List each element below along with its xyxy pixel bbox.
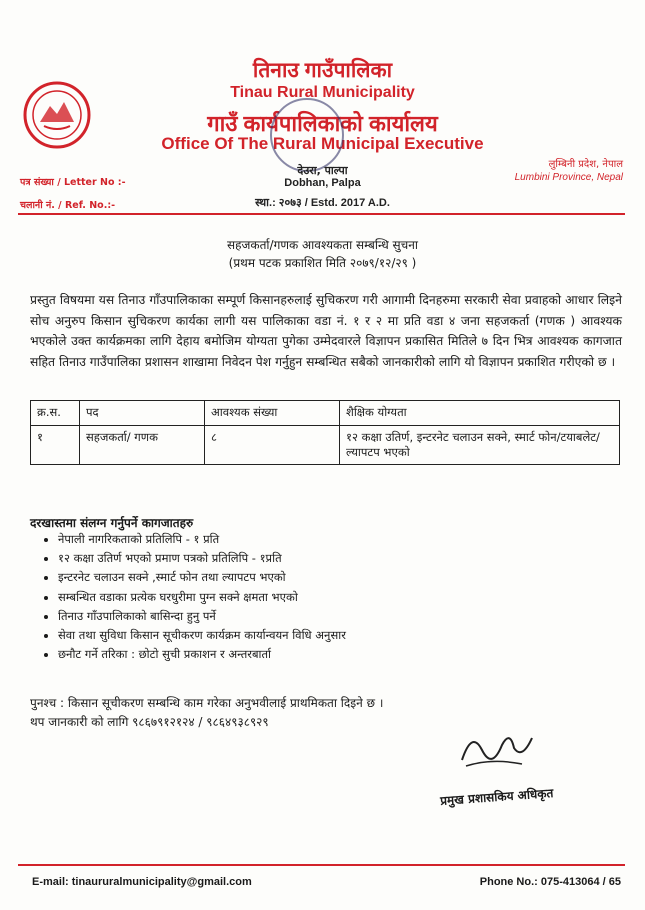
municipality-name-en: Tinau Rural Municipality (230, 84, 415, 101)
table-cell: सहजकर्ता/ गणक (80, 426, 205, 465)
province-np: लुम्बिनी प्रदेश, नेपाल (548, 159, 623, 170)
documents-list (42, 530, 346, 664)
table-header: पद (80, 401, 205, 426)
reference-number-label: चलानी नं. / Ref. No.:- (20, 200, 116, 211)
list-item: • १२ कक्षा उतिर्ण भएको प्रमाण पत्रको प्रतिलिपि - १प्रति (58, 549, 346, 568)
notice-subtitle: (प्रथम पटक प्रकाशित मिति २०७९/१२/२९ ) (228, 256, 417, 270)
office-stamp (270, 98, 344, 172)
office-name-np: गाउँ कार्यपालिकाको कार्यालय (207, 111, 438, 136)
table-cell: ८ (205, 426, 340, 465)
list-item: • इन्टरनेट चलाउन सक्ने ,स्मार्ट फोन तथा ल्यापटप भएको (58, 568, 346, 587)
documents-heading: दरखास्तमा संलग्न गर्नुपर्ने कागजातहरु (30, 516, 194, 530)
notice-body: प्रस्तुत विषयमा यस तिनाउ गाँउपालिकाका सम्पूर्ण किसानहरुलाई सुचिकरण गरी आगामी दिनहरुमा सरकारी सेवा प्रवाहको आधार लिइने सोच अनुरुप किसान सुचिकरण कार्यका लागी यस पालिकाका वडा नं. १ र २ मा प्रति वडा ४ जना सहजकर्ता (गणक ) आवश्यक भएकोले उक्त कार्यक्रमका लागि देहाय बमोजिम योग्यता पुगेका उम्मेदवारले विज्ञापन प्रकासित मितिले ७ दिन भित्र आवश्यक कागजात सहित तिनाउ गाउँपालिका प्रशासन शाखामा निवेदन पेश गर्नुहुन सम्बन्धित सबैको जानकारीको लागि यो विज्ञापन प्रकाशित गरीएको छ । (30, 293, 622, 369)
address-np: देउरा, पाल्पा (297, 164, 348, 177)
table-header: क्र.स. (31, 401, 80, 426)
list-item: • नेपाली नागरिकताको प्रतिलिपि - १ प्रति (58, 530, 346, 549)
footer-divider (18, 864, 625, 866)
province-en: Lumbini Province, Nepal (514, 172, 623, 183)
postscript: पुनश्च : किसान सूचीकरण सम्बन्धि काम गरेका अनुभवीलाई प्राथमिकता दिइने छ । (30, 696, 384, 710)
list-item: • सम्बन्धित वडाका प्रत्येक घरधुरीमा पुग्न सक्ने क्षमता भएको (58, 588, 346, 607)
table-row (31, 426, 620, 465)
table-header-row (31, 401, 620, 426)
letter-number-label: पत्र संख्या / Letter No :- (20, 177, 126, 188)
contact-line: थप जानकारी को लागि ९८६७९१२१२४ / ९८६४९३८९२९ (30, 715, 269, 729)
office-name-en: Office Of The Rural Municipal Executive (161, 134, 484, 153)
list-item: • तिनाउ गाँउपालिकाको बासिन्दा हुनु पर्ने (58, 607, 346, 626)
table-cell: १ (31, 426, 80, 465)
table-header: शैक्षिक योग्यता (340, 401, 620, 426)
address-en: Dobhan, Palpa (284, 177, 361, 189)
list-item: • छनौट गर्ने तरिका : छोटो सुची प्रकाशन र अन्तरबार्ता (58, 645, 346, 664)
list-item: • सेवा तथा सुविधा किसान सूचीकरण कार्यक्रम कार्यान्वयन विधि अनुसार (58, 626, 346, 645)
signature (452, 720, 542, 780)
established-date: स्था.: २०७३ / Estd. 2017 A.D. (255, 197, 390, 209)
requirements-table (30, 400, 620, 465)
footer-phone: Phone No.: 075-413064 / 65 (479, 876, 621, 888)
header-divider (18, 213, 625, 215)
signatory-title: प्रमुख प्रशासकिय अधिकृत (439, 786, 554, 808)
footer-email: E-mail: tinaururalmunicipality@gmail.com (32, 876, 252, 888)
table-cell: १२ कक्षा उतिर्ण, इन्टरनेट चलाउन सक्ने, स्मार्ट फोन/टयाबलेट/ल्यापटप भएको (340, 426, 620, 465)
notice-title: सहजकर्ता/गणक आवश्यकता सम्बन्धि सुचना (226, 238, 419, 252)
table-header: आवश्यक संख्या (205, 401, 340, 426)
municipality-name-np: तिनाउ गाउँपालिका (252, 59, 393, 82)
